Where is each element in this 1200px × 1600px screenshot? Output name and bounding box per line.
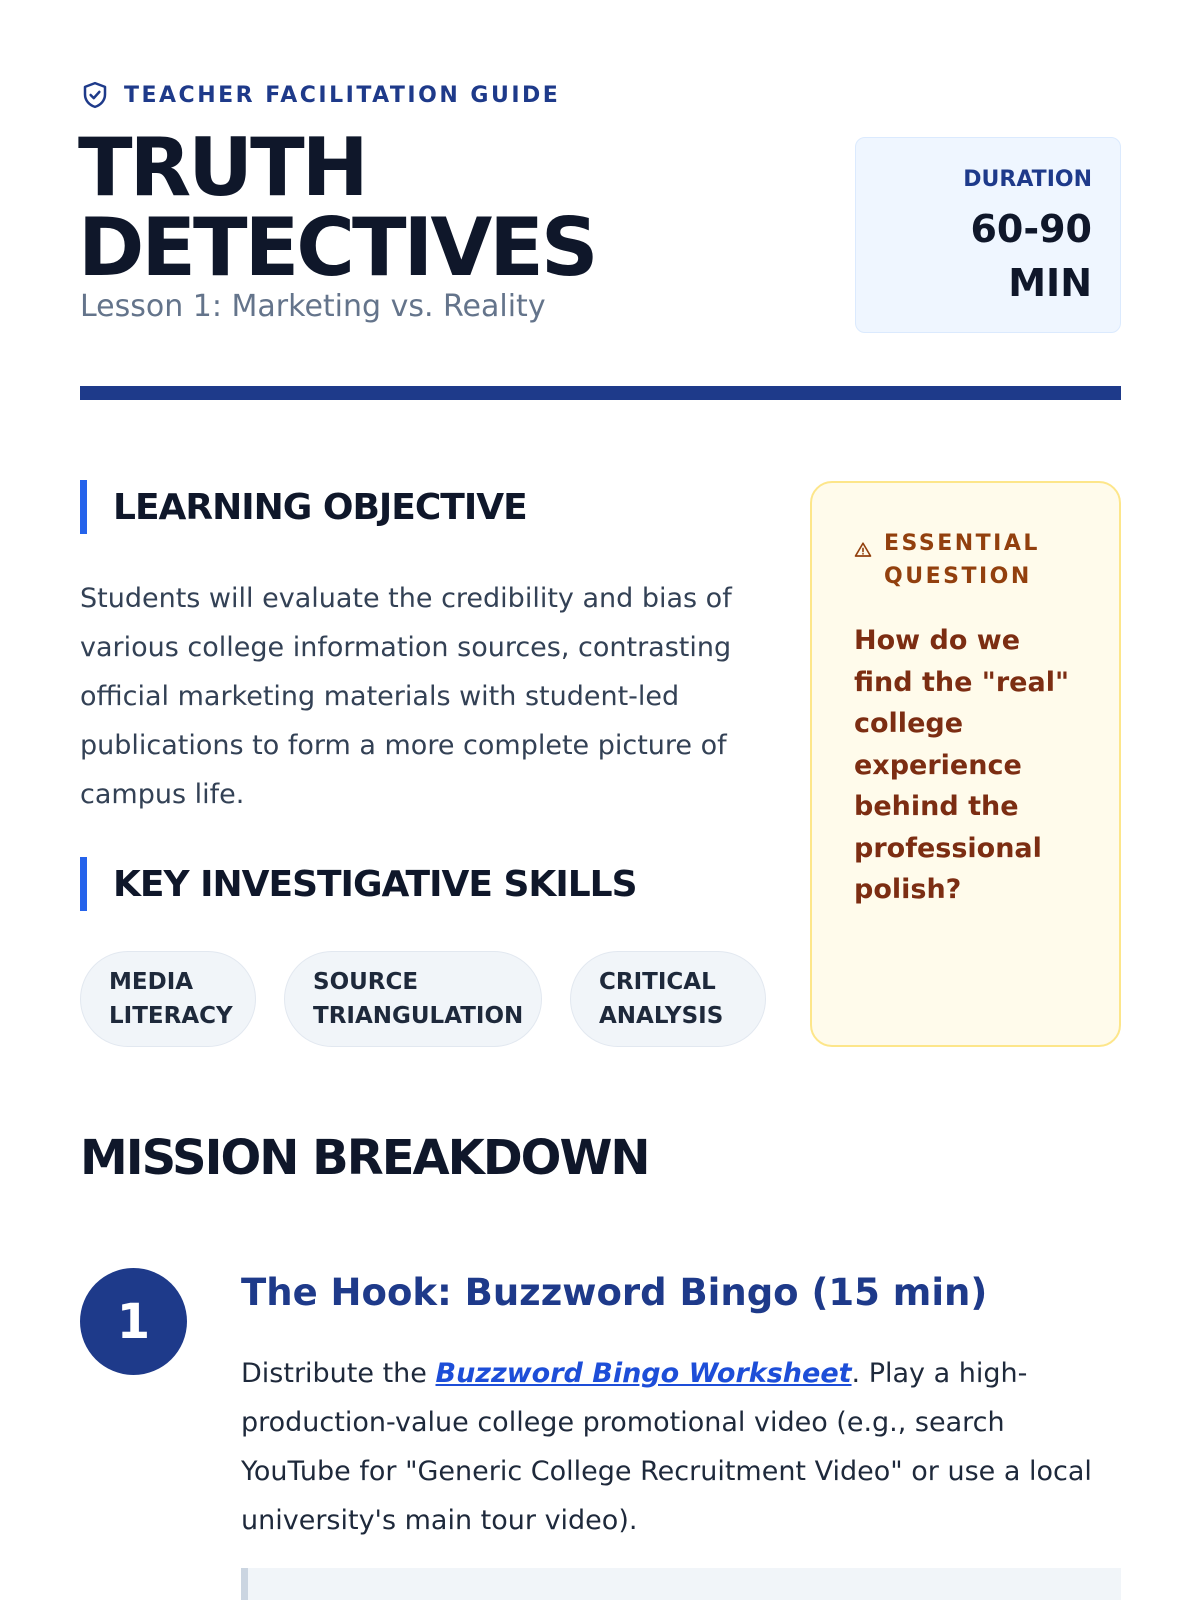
step-number-badge: 1 xyxy=(80,1268,187,1375)
skill-chip-source-triangulation: SOURCE TRIANGULATION xyxy=(284,951,542,1047)
learning-objective-text: Students will evaluate the credibility and bias of various college information sources, contrasting official marketing materials with student-led publications to form a more complete picture of campus life. xyxy=(80,583,732,810)
essential-question-label: ESSENTIAL QUESTION xyxy=(884,531,1040,589)
lesson-subtitle: Lesson 1: Marketing vs. Reality xyxy=(80,289,546,324)
skill-chip-media-literacy: MEDIA LITERACY xyxy=(80,951,256,1047)
step-title: The Hook: Buzzword Bingo (15 min) xyxy=(241,1271,988,1314)
learning-objective-heading: LEARNING OBJECTIVE xyxy=(80,480,527,534)
buzzword-bingo-worksheet-link[interactable]: Buzzword Bingo Worksheet xyxy=(435,1358,852,1389)
mission-breakdown-heading: MISSION BREAKDOWN xyxy=(80,1130,649,1186)
title-line-1: TRUTH xyxy=(78,121,366,214)
skills-heading: KEY INVESTIGATIVE SKILLS xyxy=(80,857,637,911)
essential-question-text: How do we find the "real" college experience behind the professional polish? xyxy=(854,625,1070,905)
guide-eyebrow xyxy=(80,80,560,110)
step-description-prefix: Distribute the xyxy=(241,1358,436,1389)
title-line-2: DETECTIVES xyxy=(78,201,596,294)
step-description xyxy=(241,1349,1101,1545)
essential-question-card xyxy=(810,481,1121,1047)
warning-triangle-icon xyxy=(854,527,872,564)
shield-check-icon xyxy=(80,80,110,110)
skills-list xyxy=(80,951,766,1047)
page-title xyxy=(78,121,778,294)
duration-card xyxy=(855,137,1121,333)
step-callout-box xyxy=(241,1568,1121,1600)
step-description-suffix: . Play a high-production-value college promotional video (e.g., search YouTube for "Generic College Recruitment Video" or use a local university's main tour video). xyxy=(241,1358,1092,1536)
skill-chip-critical-analysis: CRITICAL ANALYSIS xyxy=(570,951,766,1047)
header-divider xyxy=(80,386,1121,400)
duration-value: 60-90 MIN xyxy=(970,207,1092,305)
eyebrow-label: TEACHER FACILITATION GUIDE xyxy=(124,82,561,108)
essential-question-header xyxy=(854,527,1089,593)
duration-label: DURATION xyxy=(963,167,1092,192)
